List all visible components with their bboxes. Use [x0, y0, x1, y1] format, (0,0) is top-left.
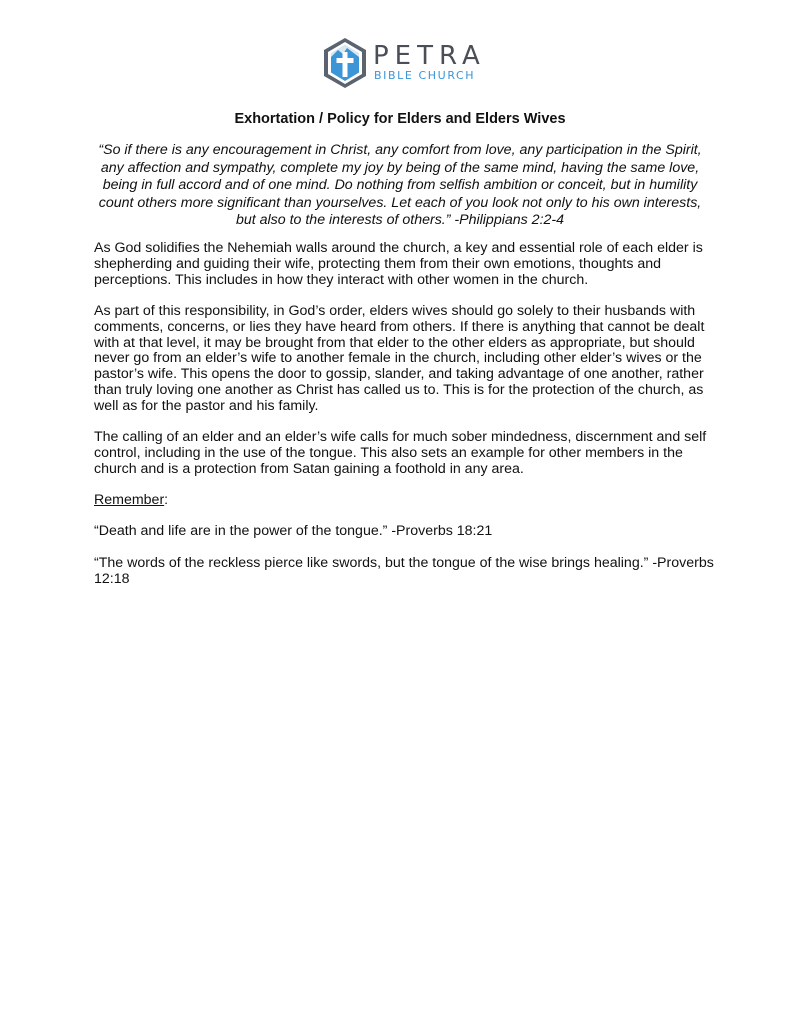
- scripture-quote: “So if there is any encouragement in Christ, any comfort from love, any participation in the Spirit, any affection and sympathy, complete my joy by being of the same mind, having the same love, being in full accord and of one mind. Do nothing from selfish ambition or conceit, but in humility count others more significant than yourselves. Let each of you look not only to his own interests, but also to the interests of others.” -Philippians 2:2-4: [98, 142, 702, 228]
- remember-heading: [94, 493, 714, 509]
- paragraph-responsibility: As part of this responsibility, in God’s order, elders wives should go solely to their husbands with comments, concerns, or lies they have heard from others. If there is anything that cannot be dealt with at that level, it may be brought from that elder to the other elders as appropriate, but should never go from an elder’s wife to another female in the church, including other elder’s wives or the pastor’s wife. This opens the door to gossip, slander, and taking advantage of one another, rather than truly loving one another as Christ has called us to. This is for the protection of the church, as well as for the pastor and his family.: [94, 303, 705, 414]
- verse-proverbs-12-18: “The words of the reckless pierce like swords, but the tongue of the wise brings healing.” -Proverbs 12:18: [94, 555, 714, 587]
- verse-proverbs-18-21: “Death and life are in the power of the tongue.” -Proverbs 18:21: [94, 523, 493, 539]
- logo-wordmark: PETRA: [373, 41, 486, 71]
- document-title: Exhortation / Policy for Elders and Elders Wives: [234, 111, 566, 127]
- paragraph-nehemiah-walls: As God solidifies the Nehemiah walls around the church, a key and essential role of each elder is shepherding and guiding their wife, protecting them from their own emotions, thoughts and perceptions. This includes in how they interact with other women in the church.: [94, 240, 703, 288]
- hexagon-cross-icon: [323, 37, 367, 89]
- church-logo: [323, 37, 486, 89]
- remember-label: Remember: [94, 492, 165, 508]
- remember-colon: :: [164, 492, 169, 508]
- paragraph-calling: The calling of an elder and an elder’s wife calls for much sober mindedness, discernment and self control, including in the use of the tongue. This also sets an example for other members in the church and is a protection from Satan gaining a foothold in any area.: [94, 429, 707, 477]
- logo-subtitle: BIBLE CHURCH: [374, 69, 476, 82]
